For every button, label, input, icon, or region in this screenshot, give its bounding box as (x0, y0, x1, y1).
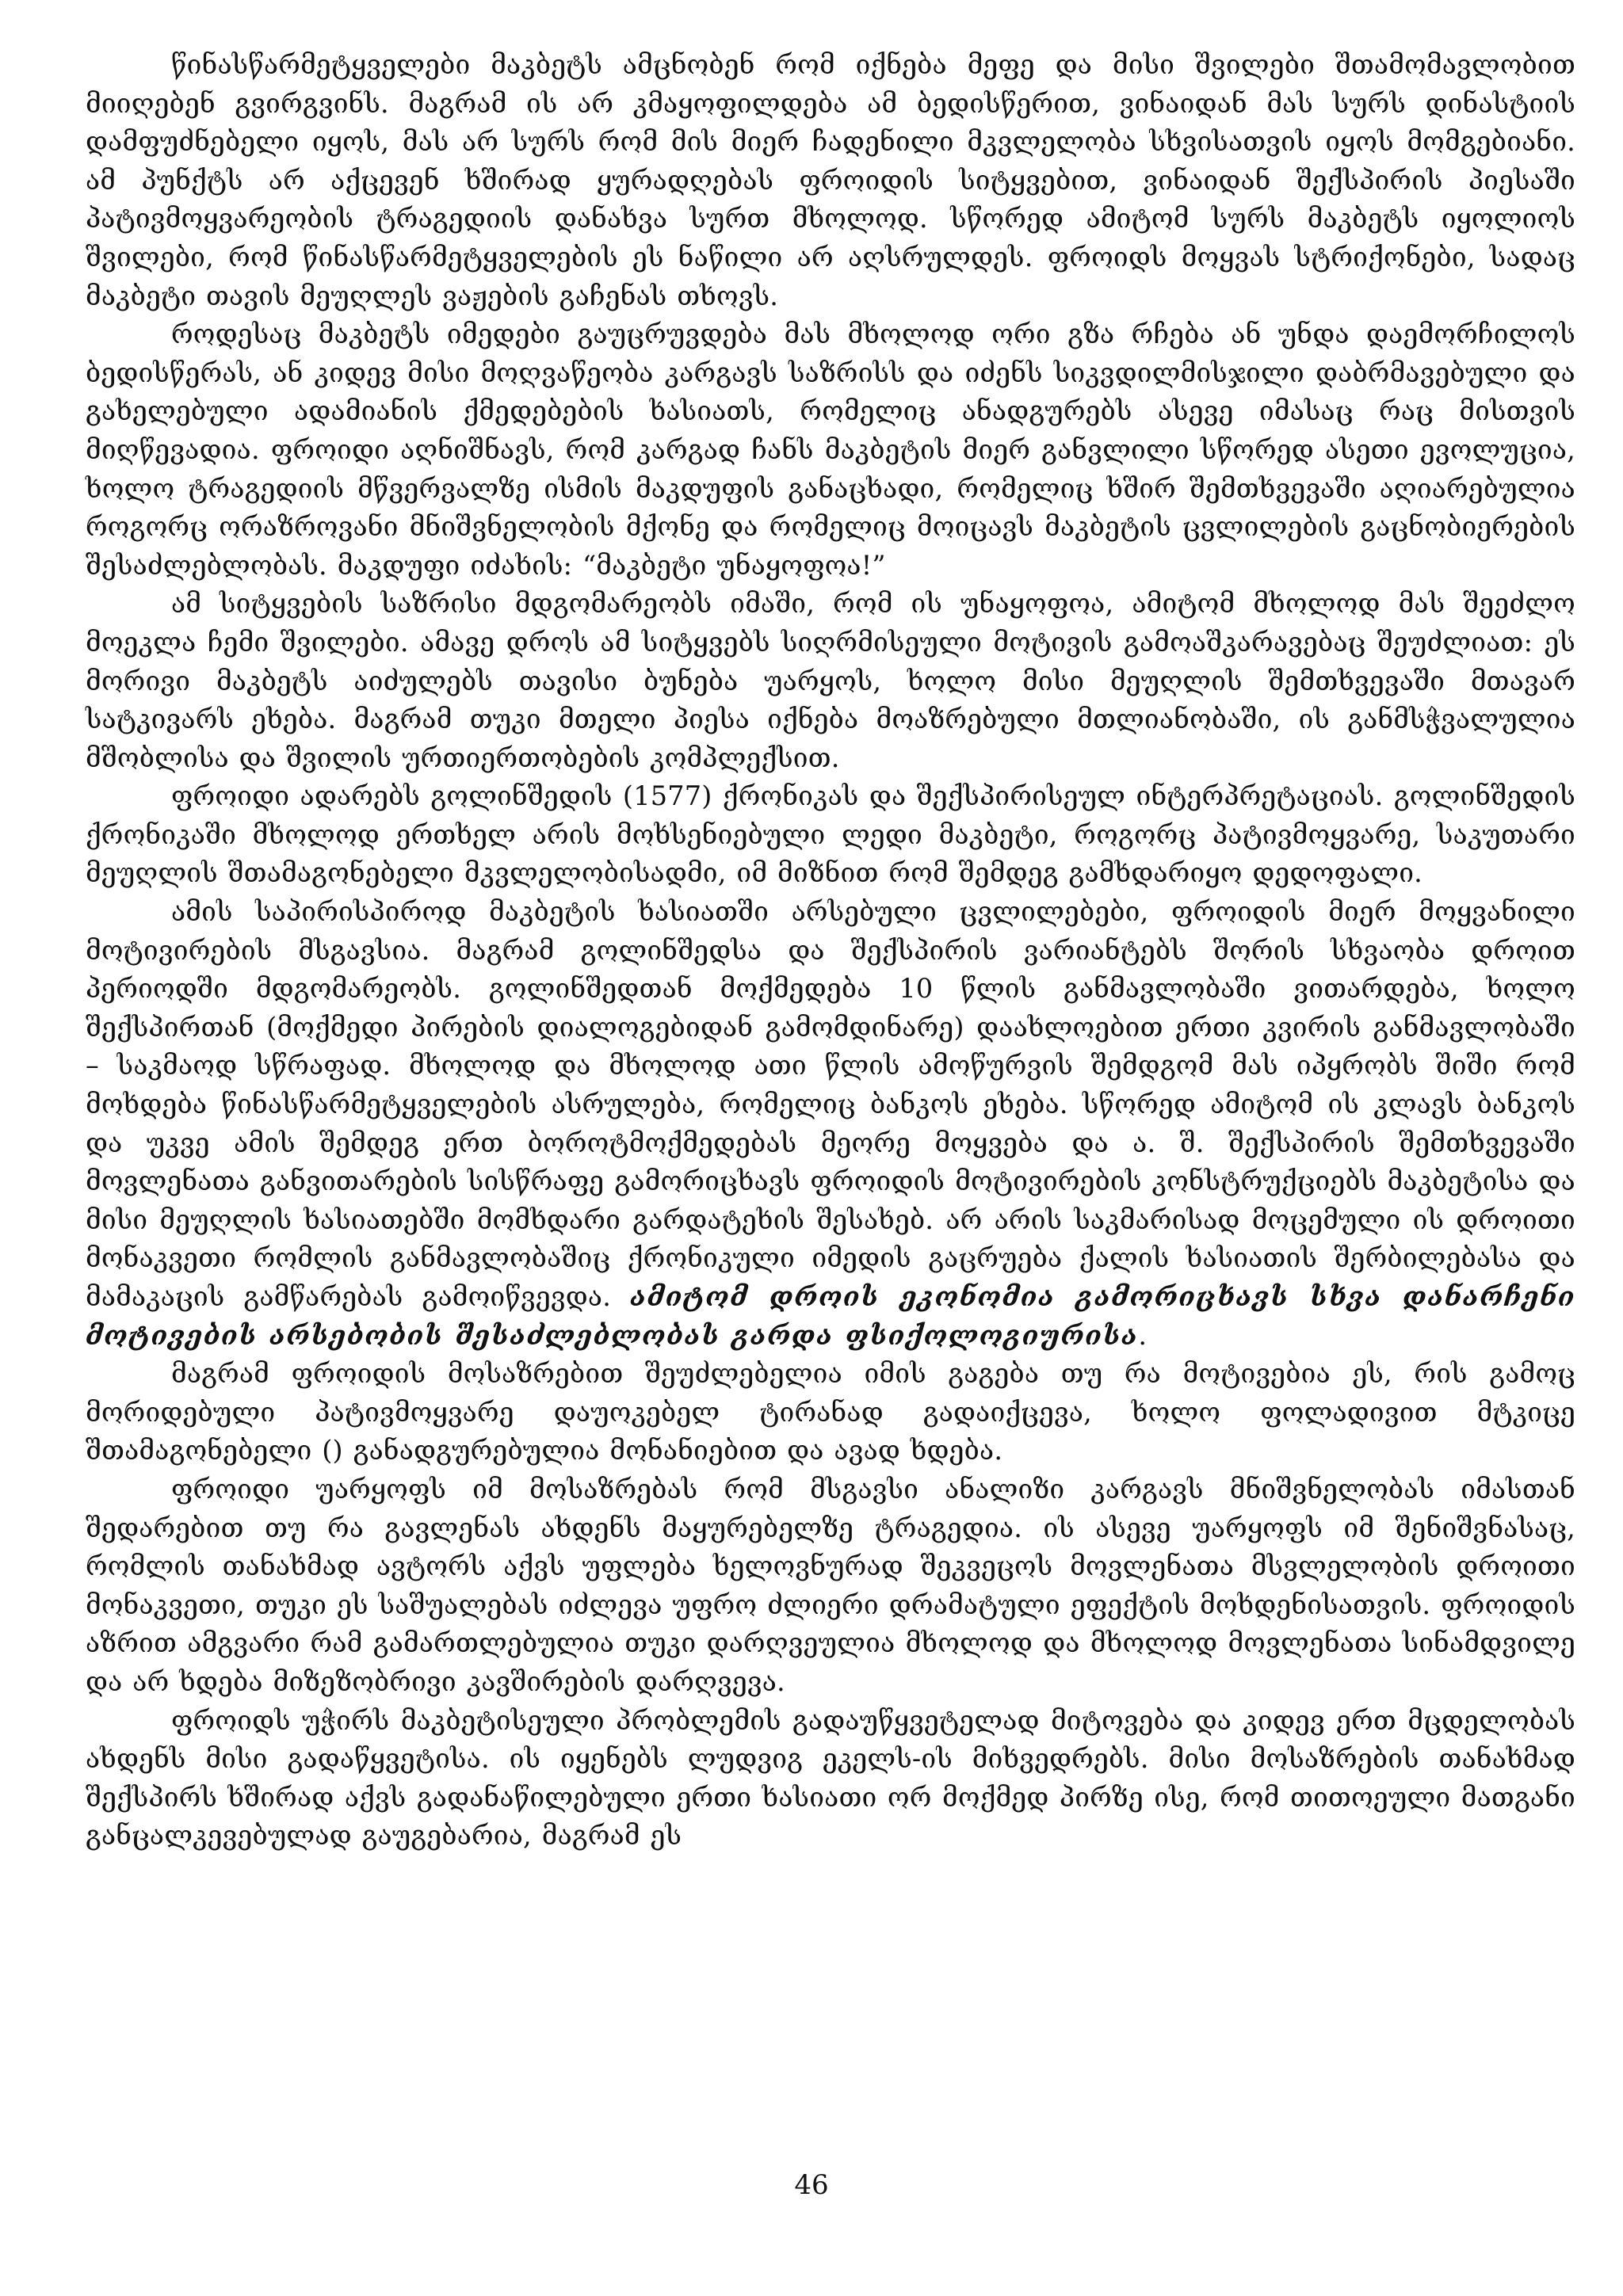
paragraph: როდესაც მაკბეტს იმედები გაუცრუვდება მას მხოლოდ ორი გზა რჩება ან უნდა დაემორჩილოს ბედისწერას, ან კიდევ მისი მოღვაწეობა კარგავს საზრისს და იძენს სიკვდილმისჯილი დაბრმავებული და გახელებული ადამიანის ქმედებების ხასიათს, რომელიც ანადგურებს ასევე იმასაც რაც მისთვის მიღწევადია. ფროიდი აღნიშნავს, რომ კარგად ჩანს მაკბეტის მიერ განვლილი სწორედ ასეთი ევოლუცია, ხოლო ტრაგედიის მწვერვალზე ისმის მაკდუფის განაცხადი, რომელიც ხშირ შემთხვევაში აღიარებულია როგორც ორაზროვანი მნიშვნელობის მქონე და რომელიც მოიცავს მაკბეტის ცვლილების გაცნობიერების შესაძლებლობას. მაკდუფი იძახის: “მაკბეტი უნაყოფოა!” (86, 318, 1575, 581)
body-text (86, 46, 1575, 1855)
paragraph-tail: . (1138, 1319, 1148, 1351)
paragraph: ფროიდი უარყოფს იმ მოსაზრებას რომ მსგავსი ანალიზი კარგავს მნიშვნელობას იმასთან შედარებით თუ რა გავლენას ახდენს მაყურებელზე ტრაგედია. ის ასევე უარყოფს იმ შენიშვნასაც, რომლის თანახმად ავტორს აქვს უფლება ხელოვნურად შეკვეცოს მოვლენათა მსვლელობის დროითი მონაკვეთი, თუკი ეს საშუალებას იძლევა უფრო ძლიერი დრამატული ეფექტის მოხდენისათვის. ფროიდის აზრით ამგვარი რამ გამართლებულია თუკი დარღვეულია მხოლოდ და მხოლოდ მოვლენათა სინამდვილე და არ ხდება მიზეზობრივი კავშირების დარღვევა. (86, 1473, 1575, 1697)
paragraph: მაგრამ ფროიდის მოსაზრებით შეუძლებელია იმის გაგება თუ რა მოტივებია ეს, რის გამოც მორიდებული პატივმოყვარე დაუოკებელ ტირანად გადაიქცევა, ხოლო ფოლადივით მტკიცე შთამაგონებელი () განადგურებულია მონანიებით და ავად ხდება. (86, 1358, 1575, 1466)
emphasized-text: ამიტომ დროის ეკონომია გამორიცხავს სხვა დანარჩენი მოტივების არსებობის შესაძლებლობას გარდა ფსიქოლოგიურისა (86, 1281, 1576, 1351)
paragraph: წინასწარმეტყველები მაკბეტს ამცნობენ რომ იქნება მეფე და მისი შვილები შთამომავლობით მიიღებენ გვირგვინს. მაგრამ ის არ კმაყოფილდება ამ ბედისწერით, ვინაიდან მას სურს დინასტიის დამფუძნებელი იყოს, მას არ სურს რომ მის მიერ ჩადენილი მკვლელობა სხვისათვის იყოს მომგებიანი. ამ პუნქტს არ აქცევენ ხშირად ყურადღებას ფროიდის სიტყვებით, ვინაიდან შექსპირის პიესაში პატივმოყვარეობის ტრაგედიის დანახვა სურთ მხოლოდ. სწორედ ამიტომ სურს მაკბეტს იყოლიოს შვილები, რომ წინასწარმეტყველების ეს ნაწილი არ აღსრულდეს. ფროიდს მოყვას სტრიქონები, სადაც მაკბეტი თავის მეუღლეს ვაჟების გაჩენას თხოვს. (86, 49, 1575, 311)
paragraph: ფროიდი ადარებს გოლინშედის (1577) ქრონიკას და შექსპირისეულ ინტერპრეტაციას. გოლინშედის ქრონიკაში მხოლოდ ერთხელ არის მოხსენიებული ლედი მაკბეტი, როგორც პატივმოყვარე, საკუთარი მეუღლის შთამაგონებელი მკვლელობისადმი, იმ მიზნით რომ შემდეგ გამხდარიყო დედოფალი. (86, 780, 1575, 889)
paragraph: ამ სიტყვების საზრისი მდგომარეობს იმაში, რომ ის უნაყოფოა, ამიტომ მხოლოდ მას შეეძლო მოეკლა ჩემი შვილები. ამავე დროს ამ სიტყვებს სიღრმისეული მოტივის გამოაშკარავებაც შეუძლიათ: ეს მორივი მაკბეტს აიძულებს თავისი ბუნება უარყოს, ხოლო მისი მეუღლის შემთხვევაში მთავარ სატკივარს ეხება. მაგრამ თუკი მთელი პიესა იქნება მოაზრებული მთლიანობაში, ის განმსჭვალულია მშობლისა და შვილის ურთიერთობების კომპლექსით. (86, 588, 1575, 773)
page-number: 46 (794, 2169, 829, 2201)
paragraph: ფროიდს უჭირს მაკბეტისეული პრობლემის გადაუწყვეტელად მიტოვება და კიდევ ერთ მცდელობას ახდენს მისი გადაწყვეტისა. ის იყენებს ლუდვიგ ეკელს-ის მიხვედრებს. მისი მოსაზრების თანახმად შექსპირს ხშირად აქვს გადანაწილებული ერთი ხასიათი ორ მოქმედ პირზე ისე, რომ თითოეული მათგანი განცალკევებულად გაუგებარია, მაგრამ ეს (86, 1704, 1575, 1852)
paragraph-text: ამის საპირისპიროდ მაკბეტის ხასიათში არსებული ცვლილებები, ფროიდის მიერ მოყვანილი მოტივირების მსგავსია. მაგრამ გოლინშედსა და შექსპირის ვარიანტებს შორის სხვაობა დროით პერიოდში მდგომარეობს. გოლინშედთან მოქმედება 10 წლის განმავლობაში ვითარდება, ხოლო შექსპირთან (მოქმედი პირების დიალოგებიდან გამომდინარე) დაახლოებით ერთი კვირის განმავლობაში – საკმაოდ სწრაფად. მხოლოდ და მხოლოდ ათი წლის ამოწურვის შემდგომ მას იპყრობს შიში რომ მოხდება წინასწარმეტყველების ასრულება, რომელიც ბანკოს ეხება. სწორედ ამიტომ ის კლავს ბანკოს და უკვე ამის შემდეგ ერთ ბოროტმოქმედებას მეორე მოყვება და ა. შ. შექსპირის შემთხვევაში მოვლენათა განვითარების სისწრაფე გამორიცხავს ფროიდის მოტივირების კონსტრუქციებს მაკბეტისა და მისი მეუღლის ხასიათებში მომხდარი გარდატეხის შესახებ. არ არის საკმარისად მოცემული ის დროითი მონაკვეთი რომლის განმავლობაშიც ქრონიკული იმედის გაცრუება ქალის ხასიათის შერბილებასა და მამაკაცის გამწარებას გამოიწვევდა. (86, 896, 1575, 1312)
paragraph (86, 893, 1575, 1355)
